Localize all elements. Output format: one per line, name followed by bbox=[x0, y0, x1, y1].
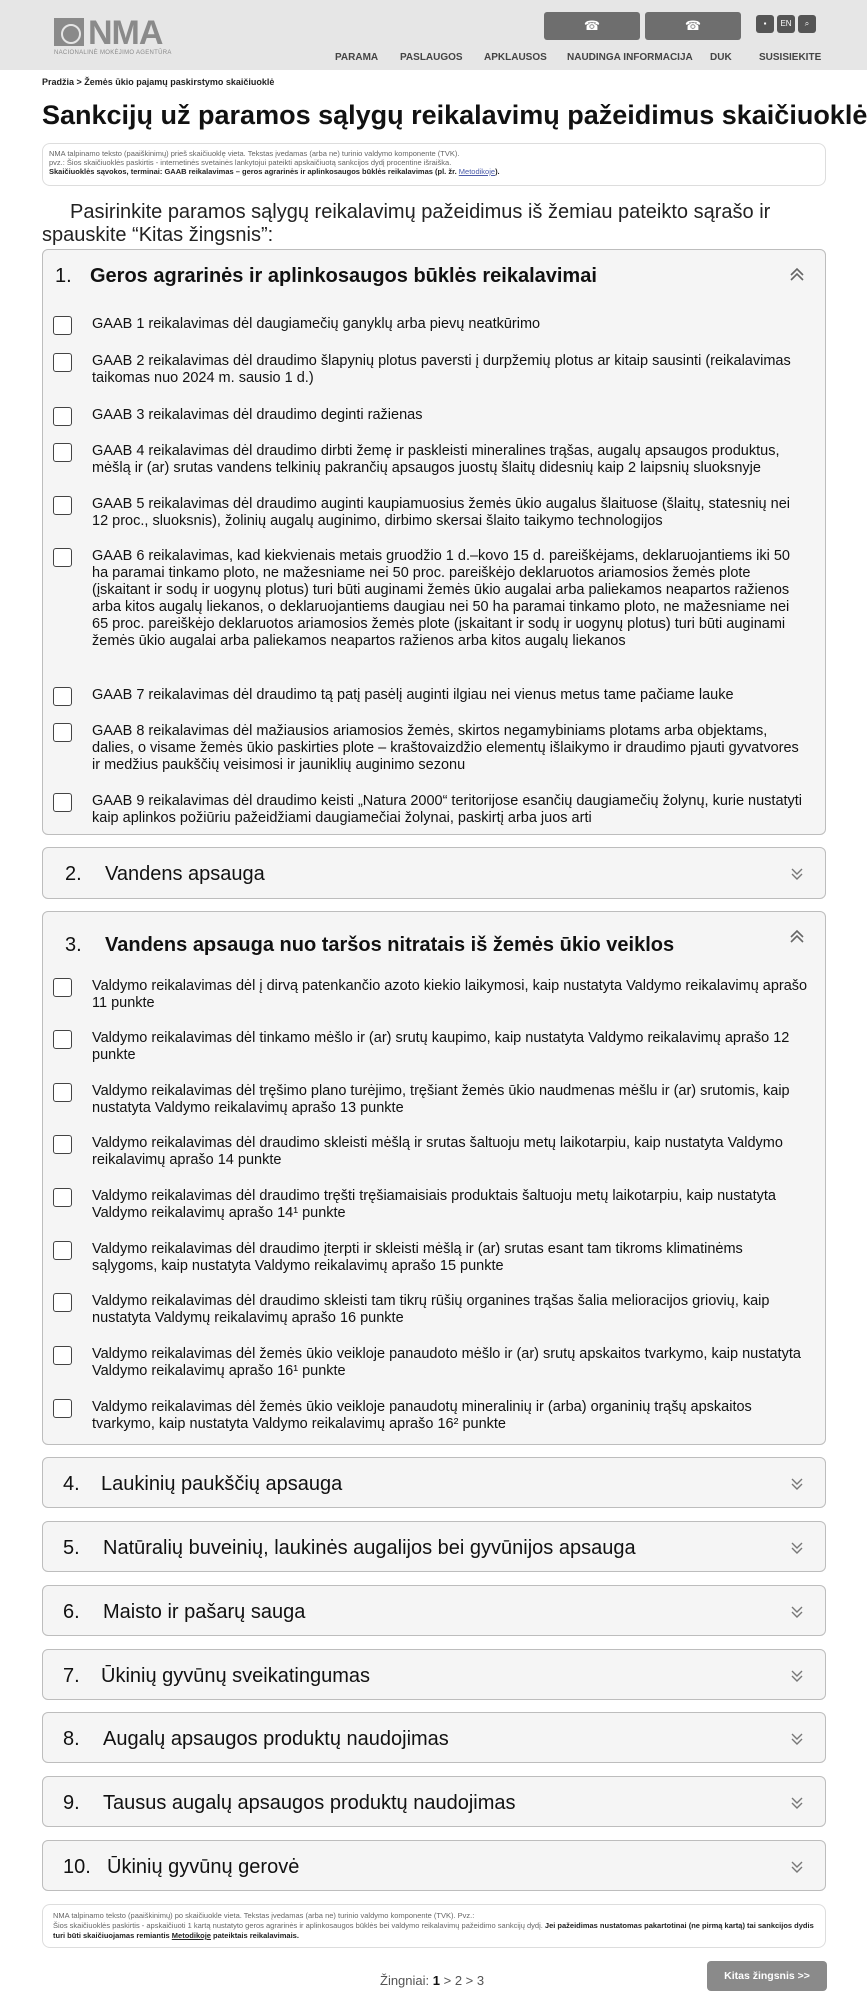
requirement-checkbox[interactable] bbox=[53, 316, 72, 335]
requirement-checkbox[interactable] bbox=[53, 793, 72, 812]
requirement-label: GAAB 5 reikalavimas dėl draudimo auginti kaupiamuosius žemės ūkio augalus šlaituose (šlaitų, statesnių nei 12 proc., sluoksnis), žolinių augalų auginimo, dirbimo skersai šlaito taikymo technologijos bbox=[92, 496, 790, 529]
nav-duk[interactable]: DUK bbox=[710, 52, 732, 63]
intro-text: Pasirinkite paramos sąlygų reikalavimų pažeidimus iš žemiau pateikto sąrašo ir spauskite “Kitas žingsnis”: bbox=[42, 201, 771, 246]
requirement-checkbox[interactable] bbox=[53, 407, 72, 426]
collapse-chevron-icon[interactable] bbox=[789, 928, 805, 944]
requirement-checkbox[interactable] bbox=[53, 548, 72, 567]
section-number: 10. bbox=[63, 1856, 91, 1878]
step-3: 3 bbox=[476, 1973, 485, 1988]
requirement-checkbox[interactable] bbox=[53, 1188, 72, 1207]
expand-chevron-icon[interactable] bbox=[789, 1540, 805, 1556]
requirement-checkbox[interactable] bbox=[53, 1135, 72, 1154]
section-number: 2. bbox=[65, 863, 82, 885]
section-number: 1. bbox=[55, 265, 72, 287]
info-line: pvz.: Šios skaičiuoklės paskirtis - internetinės svetainės lankytojui pateikti apskaičiuotą sankcijos dydį procentine išraiška. bbox=[49, 158, 452, 167]
step-2: 2 bbox=[454, 1973, 463, 1988]
section-8[interactable] bbox=[42, 1712, 826, 1763]
requirement-checkbox[interactable] bbox=[53, 1346, 72, 1365]
section-number: 4. bbox=[63, 1473, 80, 1495]
phone-icon: ☎ bbox=[684, 18, 702, 33]
requirement-label: Valdymo reikalavimas dėl žemės ūkio veikloje panaudotų mineralinių ir (arba) organinių trąšų apskaitos tvarkymo, kaip nustatyta Valdymo reikalavimų aprašo 16² punkte bbox=[92, 1399, 752, 1432]
section-number: 6. bbox=[63, 1601, 80, 1623]
section-number: 9. bbox=[63, 1792, 80, 1814]
requirement-label: GAAB 2 reikalavimas dėl draudimo šlapynių plotus paversti į durpžemių plotus ar kitaip sausinti (reikalavimas taikomas nuo 2024 m. sausio 1 d.) bbox=[92, 353, 791, 386]
requirement-label: GAAB 7 reikalavimas dėl draudimo tą patį pasėlį auginti ilgiau nei vienus metus tame pačiame lauke bbox=[92, 687, 734, 703]
section-number: 3. bbox=[65, 934, 82, 956]
requirement-label: Valdymo reikalavimas dėl draudimo tręšti tręšiamaisiais produktais šaltuoju metų laikotarpiu, kaip nustatyta Valdymo reikalavimų aprašo 14¹ punkte bbox=[92, 1188, 776, 1221]
section-9[interactable] bbox=[42, 1776, 826, 1827]
section-title: Geros agrarinės ir aplinkosaugos būklės reikalavimai bbox=[90, 265, 597, 287]
nma-logo[interactable] bbox=[54, 14, 176, 60]
requirement-label: GAAB 9 reikalavimas dėl draudimo keisti „Natura 2000“ teritorijose esančių daugiamečių žolynų, kurie nustatyti kaip aplinkos požiūriu pažeidžiami daugiamečiai žolynai, paskirtį arba juos arti bbox=[92, 793, 803, 826]
requirement-checkbox[interactable] bbox=[53, 1241, 72, 1260]
phone-button-2[interactable] bbox=[645, 12, 741, 40]
nav-paslaugos[interactable]: PASLAUGOS bbox=[400, 52, 463, 63]
logo-subtitle: NACIONALINĖ MOKĖJIMO AGENTŪRA bbox=[54, 50, 172, 56]
methodology-link[interactable]: Metodikoje bbox=[171, 1931, 211, 1940]
requirement-checkbox[interactable] bbox=[53, 723, 72, 742]
expand-chevron-icon[interactable] bbox=[789, 1795, 805, 1811]
nav-apklausos[interactable]: APKLAUSOS bbox=[484, 52, 547, 63]
expand-chevron-icon[interactable] bbox=[789, 1604, 805, 1620]
next-step-button[interactable]: Kitas žingsnis >> bbox=[707, 1961, 827, 1991]
requirement-label: Valdymo reikalavimas dėl tręšimo plano turėjimo, tręšiant žemės ūkio naudmenas mėšlu ir (ar) srutomis, kaip nustatyta Valdymo reikalavimų aprašo 13 punkte bbox=[92, 1083, 790, 1116]
requirement-checkbox[interactable] bbox=[53, 443, 72, 462]
section-title: Vandens apsauga nuo taršos nitratais iš žemės ūkio veiklos bbox=[105, 934, 675, 956]
requirement-checkbox[interactable] bbox=[53, 978, 72, 997]
step-separator: > bbox=[462, 1973, 477, 1988]
info-box-top bbox=[42, 143, 826, 186]
info-line bbox=[49, 167, 819, 176]
section-title: Maisto ir pašarų sauga bbox=[103, 1601, 306, 1623]
breadcrumb[interactable]: Pradžia > Žemės ūkio pajamų paskirstymo skaičiuoklė bbox=[42, 77, 275, 87]
step-indicator bbox=[380, 1973, 484, 1988]
expand-chevron-icon[interactable] bbox=[789, 1731, 805, 1747]
section-3-header[interactable] bbox=[43, 912, 825, 962]
section-7[interactable] bbox=[42, 1649, 826, 1700]
info-terms-end: ). bbox=[495, 167, 500, 176]
section-2[interactable] bbox=[42, 847, 826, 899]
expand-chevron-icon[interactable] bbox=[789, 1476, 805, 1492]
info-line: NMA talpinamo teksto (paaiškinimų) po skaičiuokle vieta. Tekstas įvedamas (arba ne) turinio valdymo komponente (TVK). Pvz.: bbox=[53, 1911, 475, 1920]
phone-icon: ☎ bbox=[583, 18, 601, 33]
requirement-label: GAAB 6 reikalavimas, kad kiekvienais metais gruodžio 1 d.–kovo 15 d. pareiškėjams, deklaruojantiems iki 50 ha paramai tinkamo ploto, ne mažesniame nei 50 proc. pareiškėjo deklaruotos ariamosios žemės plote (įskaitant ir sodų ir uogynų plotus) turi būti auginami žemės ūkio augalai arba paliekamos neapartos ražienos arba kitos augalų liekanos, o deklaruojantiems daugiau nei 50 ha paramai tinkamo ploto, ne mažesniame nei 65 proc. pareiškėjo deklaruotos ariamosios žemės plote (įskaitant ir sodų ir uogynų plotus) turi būti auginami žemės ūkio augalai arba paliekamos neapartos ražienos arba kitos augalų liekanos bbox=[92, 548, 790, 649]
section-title: Tausus augalų apsaugos produktų naudojimas bbox=[103, 1792, 516, 1814]
requirement-label: Valdymo reikalavimas dėl draudimo įterpti ir skleisti mėšlą ir (ar) srutas esant tam tikroms klimatinėms sąlygoms, kaip nustatyta Valdymo reikalavimų aprašo 15 punkte bbox=[92, 1241, 743, 1274]
step-current: 1 bbox=[432, 1973, 440, 1988]
nav-naudinga-informacija[interactable]: NAUDINGA INFORMACIJA bbox=[567, 52, 693, 63]
info-text: Šios skaičiuoklės paskirtis - apskaičiuoti 1 kartą nustatyto geros agrarinės ir aplinkosaugos būklės bei valdymo reikalavimų pažeidimo sankcijų dydį. bbox=[53, 1921, 545, 1930]
section-4[interactable] bbox=[42, 1457, 826, 1508]
requirement-label: Valdymo reikalavimas dėl tinkamo mėšlo ir (ar) srutų kaupimo, kaip nustatyta Valdymo reikalavimų aprašo 12 punkte bbox=[92, 1030, 790, 1063]
sitemap-icon[interactable]: ▪ bbox=[756, 15, 774, 33]
nav-susisiekite[interactable]: SUSISIEKITE bbox=[759, 52, 822, 63]
collapse-chevron-icon[interactable] bbox=[789, 266, 805, 282]
nav-parama[interactable]: PARAMA bbox=[335, 52, 379, 63]
methodology-link[interactable]: Metodikoje bbox=[458, 167, 496, 176]
search-icon[interactable]: ⌕ bbox=[798, 15, 816, 33]
logo-emblem-icon bbox=[54, 18, 84, 46]
requirement-label: Valdymo reikalavimas dėl žemės ūkio veikloje panaudoto mėšlo ir (ar) srutų apskaitos tvarkymo, kaip nustatyta Valdymo reikalavimų aprašo 16¹ punkte bbox=[92, 1346, 801, 1379]
section-title: Ūkinių gyvūnų gerovė bbox=[107, 1856, 300, 1878]
requirement-checkbox[interactable] bbox=[53, 353, 72, 372]
requirement-label: GAAB 4 reikalavimas dėl draudimo dirbti žemę ir paskleisti mineralines trąšas, augalų apsaugos produktus, mėšlą ir (ar) srutas vandens telkinių pakrančių apsaugos juostų šlaitų didesnių kaip 2 laipsnių sluoksnyje bbox=[92, 443, 780, 476]
section-6[interactable] bbox=[42, 1585, 826, 1636]
section-1 bbox=[42, 249, 826, 835]
language-label: EN bbox=[780, 19, 792, 28]
expand-chevron-icon[interactable] bbox=[789, 1668, 805, 1684]
requirement-checkbox[interactable] bbox=[53, 1399, 72, 1418]
requirement-checkbox[interactable] bbox=[53, 1030, 72, 1049]
expand-chevron-icon[interactable] bbox=[789, 1859, 805, 1875]
requirement-label: Valdymo reikalavimas dėl į dirvą patenkančio azoto kiekio laikymosi, kaip nustatyta Valdymo reikalavimų aprašo 11 punkte bbox=[92, 978, 808, 1011]
requirement-label: GAAB 8 reikalavimas dėl mažiausios ariamosios žemės, skirtos negamybiniams plotams arba objektams, dalies, o visame žemės ūkio paskirties plote – kraštovaizdžio elementų išlaikymo ir draudimo pjauti gyvatvores ir medžius paukščių veisimosi ir jauniklių auginimo sezonu bbox=[92, 723, 799, 773]
section-10[interactable] bbox=[42, 1840, 826, 1891]
section-number: 5. bbox=[63, 1537, 80, 1559]
section-title: Natūralių buveinių, laukinės augalijos bei gyvūnijos apsauga bbox=[103, 1537, 636, 1559]
requirement-label: GAAB 1 reikalavimas dėl daugiamečių ganyklų arba pievų neatkūrimo bbox=[92, 316, 541, 332]
page-title: Sankcijų už paramos sąlygų reikalavimų pažeidimus skaičiuoklė bbox=[42, 100, 867, 130]
requirement-checkbox[interactable] bbox=[53, 687, 72, 706]
requirement-label: GAAB 3 reikalavimas dėl draudimo deginti ražienas bbox=[92, 407, 423, 423]
section-title: Vandens apsauga bbox=[105, 863, 265, 885]
section-title: Augalų apsaugos produktų naudojimas bbox=[103, 1728, 449, 1750]
section-title: Laukinių paukščių apsauga bbox=[101, 1473, 343, 1495]
logo-text: NMA bbox=[88, 14, 163, 52]
section-3 bbox=[42, 911, 826, 1445]
info-bold-text-end: pateiktais reikalavimais. bbox=[210, 1931, 299, 1940]
requirement-checkbox[interactable] bbox=[53, 1083, 72, 1102]
section-1-header[interactable] bbox=[43, 250, 825, 300]
requirement-label: Valdymo reikalavimas dėl draudimo skleisti tam tikrų rūšių organines trąšas šalia melioracijos griovių, kaip nustatyta Valdymų reikalavimų aprašo 16 punkte bbox=[92, 1293, 770, 1326]
phone-button-1[interactable] bbox=[544, 12, 640, 40]
section-title: Ūkinių gyvūnų sveikatingumas bbox=[101, 1665, 371, 1687]
steps-label: Žingniai: bbox=[380, 1973, 430, 1988]
info-bold-text: Jei pažeidimas nustatomas pakartotinai (ne pirmą kartą) tai sankcijos dydis turi būti skaičiuojamas remiantis bbox=[53, 1921, 814, 1940]
section-number: 7. bbox=[63, 1665, 80, 1687]
info-box-bottom bbox=[42, 1904, 826, 1948]
requirement-checkbox[interactable] bbox=[53, 496, 72, 515]
step-separator: > bbox=[440, 1973, 455, 1988]
language-button[interactable] bbox=[777, 15, 795, 33]
requirement-checkbox[interactable] bbox=[53, 1293, 72, 1312]
site-header bbox=[0, 0, 867, 70]
info-line bbox=[53, 1921, 815, 1941]
info-line: NMA talpinamo teksto (paaiškinimų) prieš skaičiuoklę vieta. Tekstas įvedamas (arba ne) turinio valdymo komponente (TVK). bbox=[49, 149, 460, 158]
requirement-label: Valdymo reikalavimas dėl draudimo skleisti mėšlą ir srutas šaltuoju metų laikotarpiu, kaip nustatyta Valdymo reikalavimų aprašo 14 punkte bbox=[92, 1135, 783, 1168]
info-terms: Skaičiuoklės sąvokos, terminai: GAAB reikalavimas – geros agrarinės ir aplinkosaugos būklės reikalavimas (pl. žr. bbox=[49, 167, 459, 176]
section-number: 8. bbox=[63, 1728, 80, 1750]
expand-chevron-icon[interactable] bbox=[789, 866, 805, 882]
section-5[interactable] bbox=[42, 1521, 826, 1572]
